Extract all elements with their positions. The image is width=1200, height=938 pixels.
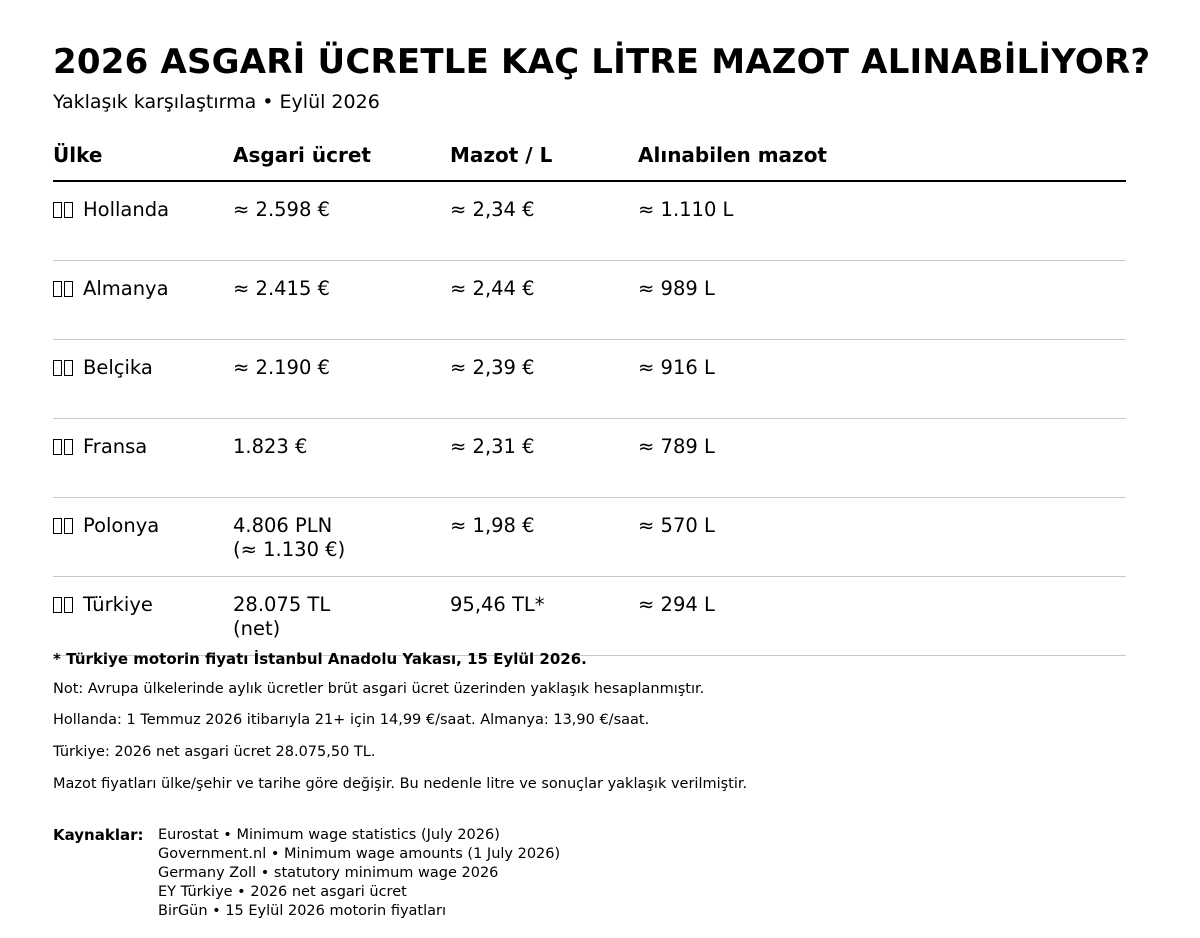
header-liters: Alınabilen mazot: [638, 143, 827, 167]
footnote: * Türkiye motorin fiyatı İstanbul Anadolu Yakası, 15 Eylül 2026.: [53, 650, 587, 668]
flag-icon: [53, 198, 79, 222]
wage-cell: ≈ 2.190 €: [233, 356, 330, 379]
country-name: Belçika: [83, 356, 153, 379]
page-subtitle: Yaklaşık karşılaştırma • Eylül 2026: [53, 91, 380, 113]
source-item: BirGün • 15 Eylül 2026 motorin fiyatları: [158, 903, 447, 919]
infographic-page: [53, 0, 1200, 938]
source-item: EY Türkiye • 2026 net asgari ücret: [158, 884, 407, 900]
wage-cell: ≈ 2.415 €: [233, 277, 330, 300]
sources-label: Kaynaklar:: [53, 826, 144, 844]
page-title: 2026 ASGARİ ÜCRETLE KAÇ LİTRE MAZOT ALINABİLİYOR?: [53, 42, 1151, 82]
table-row: [53, 577, 1126, 656]
header-country: Ülke: [53, 143, 103, 167]
diesel-cell: ≈ 2,39 €: [450, 356, 535, 379]
table-header: [53, 140, 1126, 182]
note-line: Mazot fiyatları ülke/şehir ve tarihe göre değişir. Bu nedenle litre ve sonuçlar yaklaşık verilmiştir.: [53, 776, 748, 792]
liters-cell: ≈ 789 L: [638, 435, 715, 458]
header-wage: Asgari ücret: [233, 143, 371, 167]
wage-cell: 4.806 PLN (≈ 1.130 €): [233, 514, 346, 561]
liters-cell: ≈ 989 L: [638, 277, 715, 300]
flag-icon: [53, 277, 79, 301]
country-name: Fransa: [83, 435, 148, 458]
diesel-cell: ≈ 2,44 €: [450, 277, 535, 300]
liters-cell: ≈ 1.110 L: [638, 198, 734, 221]
table-row: [53, 261, 1126, 340]
liters-cell: ≈ 570 L: [638, 514, 715, 537]
wage-cell: ≈ 2.598 €: [233, 198, 330, 221]
flag-icon: [53, 593, 79, 617]
note-line: Türkiye: 2026 net asgari ücret 28.075,50 TL.: [53, 744, 376, 760]
liters-cell: ≈ 916 L: [638, 356, 715, 379]
diesel-cell: ≈ 2,31 €: [450, 435, 535, 458]
country-name: Polonya: [83, 514, 160, 537]
diesel-cell: ≈ 2,34 €: [450, 198, 535, 221]
source-item: Government.nl • Minimum wage amounts (1 July 2026): [158, 846, 561, 862]
diesel-cell: 95,46 TL*: [450, 593, 545, 616]
table-row: [53, 340, 1126, 419]
sources-list: [158, 826, 560, 921]
table-row: [53, 498, 1126, 577]
source-item: Germany Zoll • statutory minimum wage 2026: [158, 865, 499, 881]
diesel-cell: ≈ 1,98 €: [450, 514, 535, 537]
table-row: [53, 419, 1126, 498]
source-item: Eurostat • Minimum wage statistics (July 2026): [158, 827, 500, 843]
liters-cell: ≈ 294 L: [638, 593, 715, 616]
header-diesel: Mazot / L: [450, 143, 553, 167]
country-name: Almanya: [83, 277, 169, 300]
country-name: Türkiye: [83, 593, 153, 616]
table-row: [53, 182, 1126, 261]
note-line: Hollanda: 1 Temmuz 2026 itibarıyla 21+ için 14,99 €/saat. Almanya: 13,90 €/saat.: [53, 712, 650, 728]
note-line: Not: Avrupa ülkelerinde aylık ücretler brüt asgari ücret üzerinden yaklaşık hesaplanmıştır.: [53, 681, 705, 697]
flag-icon: [53, 514, 79, 538]
flag-icon: [53, 356, 79, 380]
country-name: Hollanda: [83, 198, 170, 221]
comparison-table: [53, 140, 1126, 656]
wage-cell: 28.075 TL (net): [233, 593, 331, 640]
wage-cell: 1.823 €: [233, 435, 308, 458]
flag-icon: [53, 435, 79, 459]
